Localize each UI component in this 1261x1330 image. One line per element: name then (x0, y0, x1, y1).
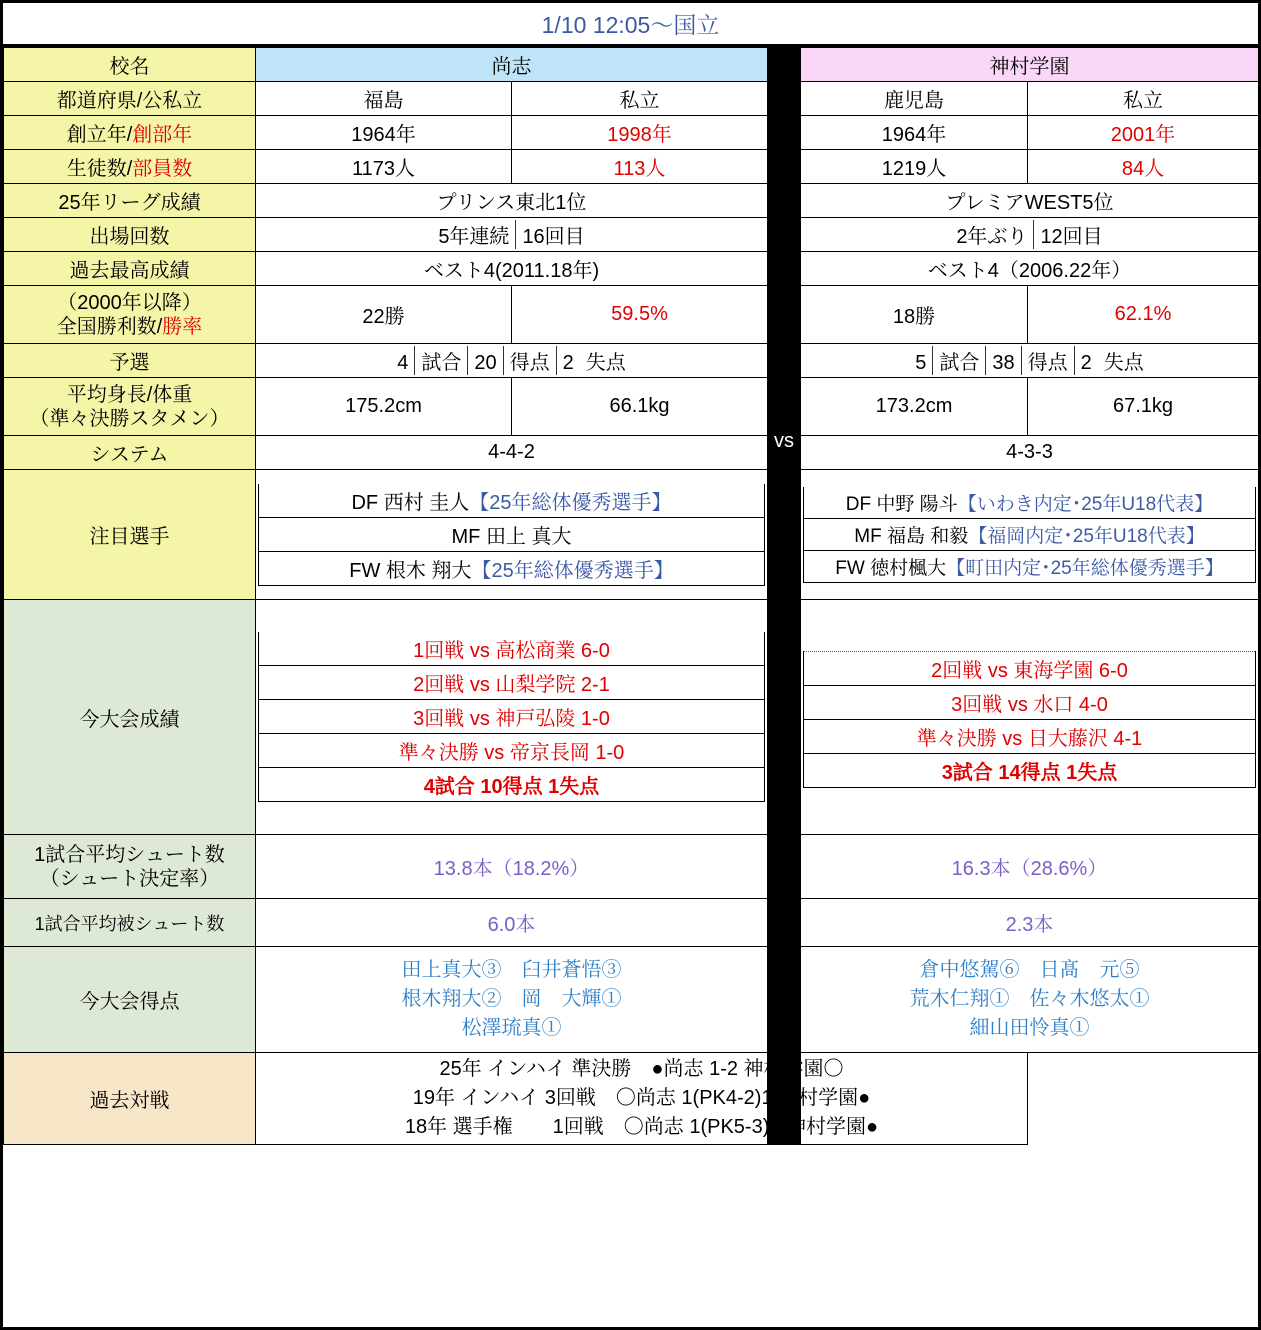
team-b-qualify-games-label: 試合 (932, 346, 986, 375)
row-label-best-result: 過去最高成績 (4, 252, 256, 286)
row-label-tournament-results: 今大会成績 (4, 600, 256, 835)
player-position: FW (349, 559, 381, 582)
team-a-conceded-shots: 6.0本 (256, 899, 768, 947)
team-b-system: 4-3-3 (801, 436, 1259, 470)
comparison-table (3, 47, 1259, 1145)
team-a-pref: 福島 (256, 82, 512, 116)
table-row-national-wins (4, 286, 1259, 344)
row-label-prefecture: 都道府県/公私立 (4, 82, 256, 116)
founded-label-part1: 創立年/ (66, 124, 133, 146)
list-item: 19年 インハイ 3回戦 〇尚志 1(PK4-2)1 神村学園● (412, 1087, 871, 1109)
list-item: 根木翔大② 岡 大輝① (401, 988, 622, 1010)
team-a-qualify-goals-label: 得点 (503, 346, 557, 375)
table-row-school-name (4, 48, 1259, 82)
row-label-appearances: 出場回数 (4, 218, 256, 252)
table-row-qualifier (4, 344, 1259, 378)
table-row-conceded-shots (4, 899, 1259, 947)
team-b-qualify-games: 5 (915, 352, 927, 374)
row-label-past-matches: 過去対戦 (4, 1053, 256, 1145)
founded-label-part2: 創部年 (132, 124, 193, 146)
team-b-streak: 2年ぶり (956, 226, 1028, 248)
team-a-key-players (256, 470, 768, 600)
list-item: 準々決勝 vs 日大藤沢 4-1 (804, 719, 1256, 753)
team-b-best-result: ベスト4（2006.22年） (801, 252, 1259, 286)
list-item: 1回戦 vs 高松商業 6-0 (259, 632, 765, 666)
list-item (804, 487, 1256, 519)
list-item (259, 551, 765, 585)
row-label-qualifier: 予選 (4, 344, 256, 378)
students-label-part1: 生徒数/ (66, 158, 133, 180)
team-a-qualifier-stats (256, 344, 768, 378)
table-row-key-players (4, 470, 1259, 600)
player-note: 【25年総体優秀選手】 (469, 491, 672, 514)
wins-label-part1: （2000年以降） (57, 291, 202, 314)
team-a-weight: 66.1kg (512, 378, 768, 436)
table-row-shots (4, 835, 1259, 899)
table-row-league (4, 184, 1259, 218)
team-a-win-rate: 59.5% (512, 286, 768, 344)
team-b-wins: 18勝 (801, 286, 1028, 344)
physique-label-part2: （準々決勝スタメン） (29, 407, 230, 430)
shots-label-part2: （シュート決定率） (39, 867, 220, 890)
table-row-founded (4, 116, 1259, 150)
player-name: 西村 圭人 (383, 491, 470, 514)
team-a-shots: 13.8本（18.2%） (256, 835, 768, 899)
list-item: 荒木仁翔① 佐々木悠太① (909, 988, 1150, 1010)
physique-label-part1: 平均身長/体重 (66, 383, 193, 406)
row-label-key-players: 注目選手 (4, 470, 256, 600)
row-label-national-wins (4, 286, 256, 344)
team-b-appearances (801, 218, 1259, 252)
team-b-qualify-conceded: 2 (1080, 352, 1092, 374)
row-label-shots (4, 835, 256, 899)
team-a-club-year: 1998年 (512, 116, 768, 150)
team-b-qualify-conceded-label: 失点 (1103, 352, 1144, 374)
past-matches-list (256, 1053, 1028, 1145)
team-a-wins: 22勝 (256, 286, 512, 344)
player-note: 【福岡内定･25年U18代表】 (968, 525, 1205, 547)
team-b-count: 12回目 (1033, 220, 1108, 249)
shots-label-part1: 1試合平均シュート数 (34, 843, 225, 866)
list-item (259, 517, 765, 551)
player-name: 根木 翔大 (385, 559, 472, 582)
player-note: 【町田内定･25年総体優秀選手】 (946, 557, 1224, 579)
team-a-qualify-conceded-label: 失点 (585, 352, 626, 374)
team-a-results-total: 4試合 10得点 1失点 (259, 768, 765, 802)
list-item: 25年 インハイ 準決勝 ●尚志 1-2 神村学園〇 (439, 1058, 844, 1080)
row-label-founded (4, 116, 256, 150)
team-a-students: 1173人 (256, 150, 512, 184)
team-a-count: 16回目 (515, 220, 590, 249)
team-a-league: プリンス東北1位 (256, 184, 768, 218)
table-row-tournament-results (4, 600, 1259, 835)
list-item: 倉中悠駕⑥ 日髙 元⑤ (919, 959, 1140, 981)
player-note: 【25年総体優秀選手】 (471, 559, 674, 582)
list-item: 田上真大③ 臼井蒼悟③ (401, 959, 622, 981)
player-position: FW (835, 557, 865, 579)
vs-label: vs (768, 48, 801, 835)
player-note: 【いわき内定･25年U18代表】 (957, 493, 1214, 515)
team-b-name: 神村学園 (801, 48, 1259, 82)
player-name: 福島 和毅 (886, 525, 969, 547)
player-name: 田上 真大 (485, 525, 572, 548)
table-row-students (4, 150, 1259, 184)
team-a-members: 113人 (512, 150, 768, 184)
table-row-prefecture (4, 82, 1259, 116)
list-item: 2回戦 vs 山梨学院 2-1 (259, 666, 765, 700)
team-b-qualifier-stats (801, 344, 1259, 378)
team-b-height: 173.2cm (801, 378, 1028, 436)
team-b-students: 1219人 (801, 150, 1028, 184)
list-item (804, 550, 1256, 582)
table-row-physique (4, 378, 1259, 436)
team-b-tournament-results (801, 600, 1259, 835)
wins-label-part2: 全国勝利数/ (56, 315, 163, 338)
team-b-founded-year: 1964年 (801, 116, 1028, 150)
page-title: 1/10 12:05〜国立 (3, 3, 1258, 47)
team-a-qualify-games: 4 (397, 352, 409, 374)
team-a-founded-year: 1964年 (256, 116, 512, 150)
team-a-streak: 5年連続 (438, 226, 510, 248)
team-b-club-year: 2001年 (1028, 116, 1259, 150)
team-b-conceded-shots: 2.3本 (801, 899, 1259, 947)
player-position: DF (845, 493, 872, 515)
team-a-appearances (256, 218, 768, 252)
list-item (259, 484, 765, 518)
team-b-qualify-goals: 38 (992, 352, 1015, 374)
table-row-past-matches (4, 1053, 1259, 1145)
team-b-shots: 16.3本（28.6%） (801, 835, 1259, 899)
row-label-students (4, 150, 256, 184)
team-b-league: プレミアWEST5位 (801, 184, 1259, 218)
team-b-scorers (801, 947, 1259, 1053)
team-b-win-rate: 62.1% (1028, 286, 1259, 344)
row-label-system: システム (4, 436, 256, 470)
team-a-best-result: ベスト4(2011.18年) (256, 252, 768, 286)
row-label-conceded-shots: 1試合平均被シュート数 (4, 899, 256, 947)
player-position: MF (854, 525, 882, 547)
team-a-qualify-conceded: 2 (562, 352, 574, 374)
table-row-best-result (4, 252, 1259, 286)
list-item: 3回戦 vs 神戸弘陵 1-0 (259, 700, 765, 734)
list-item: 松澤琉真① (461, 1017, 562, 1039)
team-a-qualify-games-label: 試合 (414, 346, 468, 375)
row-label-league: 25年リーグ成績 (4, 184, 256, 218)
team-a-tournament-results (256, 600, 768, 835)
team-b-members: 84人 (1028, 150, 1259, 184)
team-b-type: 私立 (1028, 82, 1259, 116)
team-a-height: 175.2cm (256, 378, 512, 436)
team-b-weight: 67.1kg (1028, 378, 1259, 436)
team-b-pref: 鹿児島 (801, 82, 1028, 116)
wins-label-part3: 勝率 (162, 315, 203, 338)
row-label-physique (4, 378, 256, 436)
team-a-type: 私立 (512, 82, 768, 116)
list-item: 2回戦 vs 東海学園 6-0 (804, 651, 1256, 685)
team-b-results-total: 3試合 14得点 1失点 (804, 753, 1256, 787)
team-a-system: 4-4-2 (256, 436, 768, 470)
team-b-qualify-goals-label: 得点 (1021, 346, 1075, 375)
table-row-system (4, 436, 1259, 470)
list-item: 18年 選手権 1回戦 〇尚志 1(PK5-3)1 神村学園● (404, 1116, 879, 1138)
students-label-part2: 部員数 (132, 158, 193, 180)
player-position: DF (351, 491, 379, 514)
player-name: 中野 陽斗 (876, 493, 958, 515)
table-row-scorers (4, 947, 1259, 1053)
list-item: 3回戦 vs 水口 4-0 (804, 685, 1256, 719)
list-item: 準々決勝 vs 帝京長岡 1-0 (259, 734, 765, 768)
team-a-qualify-goals: 20 (474, 352, 497, 374)
list-item (804, 518, 1256, 550)
row-label-scorers: 今大会得点 (4, 947, 256, 1053)
player-position: MF (451, 525, 481, 548)
team-a-name: 尚志 (256, 48, 768, 82)
table-row-appearances (4, 218, 1259, 252)
team-b-key-players (801, 470, 1259, 600)
player-name: 徳村楓大 (870, 557, 947, 579)
team-a-scorers (256, 947, 768, 1053)
list-item: 細山田怜真① (969, 1017, 1090, 1039)
row-label-school-name: 校名 (4, 48, 256, 82)
